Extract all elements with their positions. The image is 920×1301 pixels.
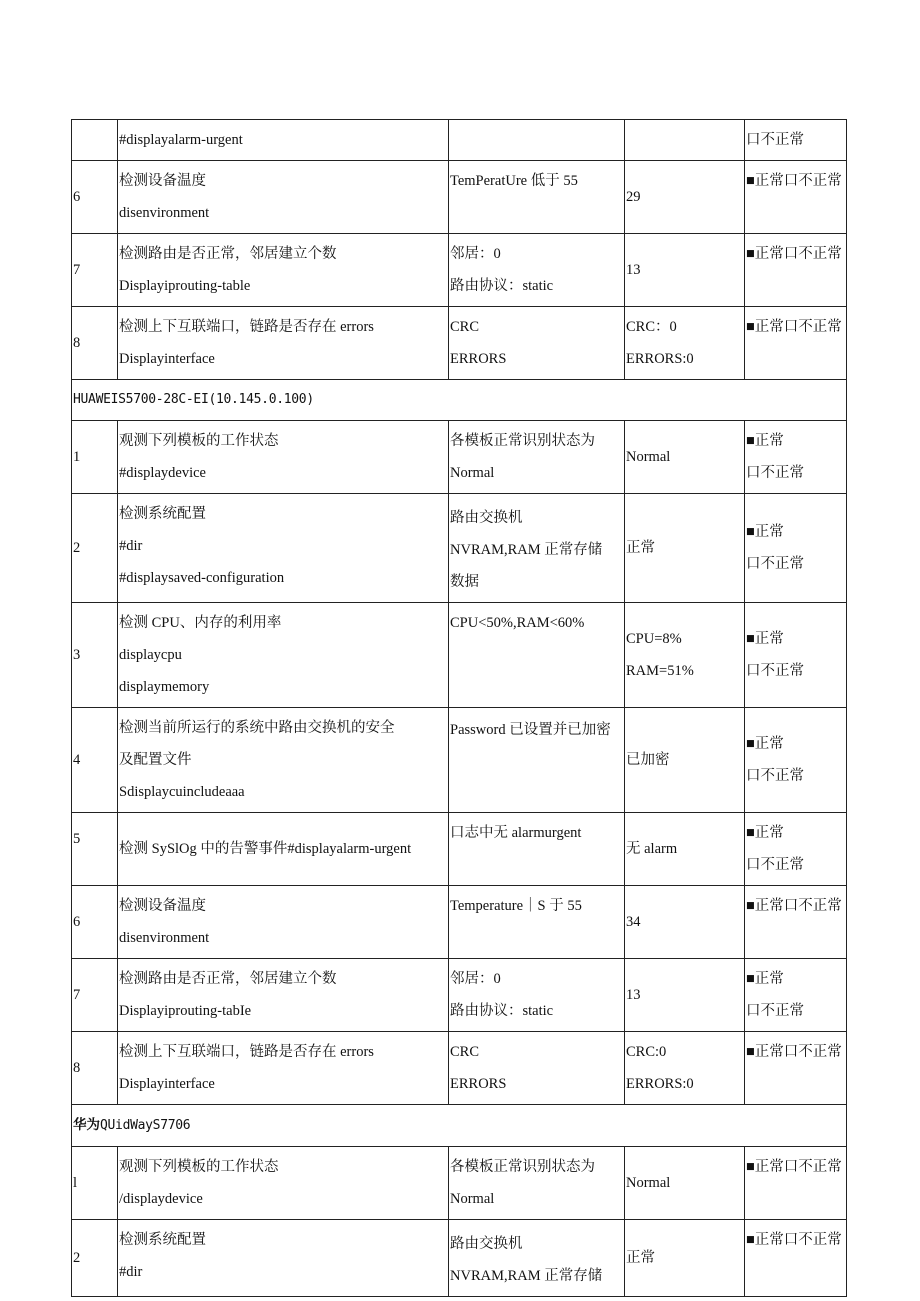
standard-cell	[449, 120, 625, 161]
standard-cell: 邻居：0 路由协议：static	[449, 959, 625, 1032]
row-number: 5	[72, 813, 118, 886]
check-item: 检测当前所运行的系统中路由交换机的安全 及配置文件 Sdisplaycuincludeaaa	[118, 708, 449, 813]
standard-cell: 邻居：0 路由协议：static	[449, 234, 625, 307]
standard-cell: CPU<50%,RAM<60%	[449, 603, 625, 708]
status-cell: ■正常 口不正常	[745, 603, 847, 708]
row-number: 8	[72, 1032, 118, 1105]
status-cell: ■正常口不正常	[745, 1147, 847, 1220]
row-number: l	[72, 1147, 118, 1220]
row-number: 4	[72, 708, 118, 813]
result-cell: CRC:0 ERRORS:0	[625, 1032, 745, 1105]
section-title-huawei-quidway: 华为QUidWayS7706	[72, 1105, 847, 1147]
result-cell: CPU=8% RAM=51%	[625, 603, 745, 708]
status-cell: ■正常口不正常	[745, 234, 847, 307]
table-row	[72, 234, 847, 307]
standard-cell: 各模板正常识别状态为 Normal	[449, 421, 625, 494]
standard-cell: 路由交换机 NVRAM,RAM 正常存储 数据	[449, 494, 625, 603]
check-item: #displayalarm-urgent	[118, 120, 449, 161]
status-cell: ■正常口不正常	[745, 886, 847, 959]
standard-cell: Temperature｜S 于 55	[449, 886, 625, 959]
status-cell: ■正常 口不正常	[745, 421, 847, 494]
standard-cell: 路由交换机 NVRAM,RAM 正常存储	[449, 1220, 625, 1297]
result-cell: Normal	[625, 1147, 745, 1220]
standard-cell: 口志中无 alarmurgent	[449, 813, 625, 886]
section-title-huawei-s5700: HUAWEIS5700-28C-EI(10.145.0.100)	[72, 380, 847, 421]
row-number	[72, 120, 118, 161]
table-row	[72, 307, 847, 380]
result-cell	[625, 120, 745, 161]
check-item: 检测 CPU、内存的利用率 displaycpu displaymemory	[118, 603, 449, 708]
status-cell: ■正常口不正常	[745, 161, 847, 234]
standard-cell: CRC ERRORS	[449, 1032, 625, 1105]
check-item: 检测路由是否正常，邻居建立个数 Displayiprouting-table	[118, 234, 449, 307]
standard-cell: 各模板正常识别状态为 Normal	[449, 1147, 625, 1220]
check-item: 观测下列模板的工作状态 #displaydevice	[118, 421, 449, 494]
table-row	[72, 161, 847, 234]
result-cell: 34	[625, 886, 745, 959]
row-number: 8	[72, 307, 118, 380]
result-cell: 已加密	[625, 708, 745, 813]
row-number: 6	[72, 886, 118, 959]
check-item: 检测路由是否正常，邻居建立个数 Displayiprouting-tabIe	[118, 959, 449, 1032]
table-row	[72, 603, 847, 708]
result-cell: 正常	[625, 494, 745, 603]
result-cell: CRC：0 ERRORS:0	[625, 307, 745, 380]
status-cell: ■正常口不正常	[745, 1032, 847, 1105]
table-row	[72, 708, 847, 813]
table-row	[72, 959, 847, 1032]
status-cell: ■正常 口不正常	[745, 708, 847, 813]
row-number: 3	[72, 603, 118, 708]
table-row	[72, 1220, 847, 1297]
table-row	[72, 1147, 847, 1220]
result-cell: 13	[625, 234, 745, 307]
status-cell: ■正常 口不正常	[745, 494, 847, 603]
check-item: 检测系统配置 #dir #displaysaved-configuration	[118, 494, 449, 603]
standard-cell: Password 已设置并已加密	[449, 708, 625, 813]
result-cell: 13	[625, 959, 745, 1032]
table-row	[72, 494, 847, 603]
section-header-row	[72, 380, 847, 421]
check-item: 检测上下互联端口，链路是否存在 errors Displayinterface	[118, 307, 449, 380]
row-number: 2	[72, 494, 118, 603]
row-number: 7	[72, 959, 118, 1032]
result-cell: 无 alarm	[625, 813, 745, 886]
status-cell: ■正常口不正常	[745, 1220, 847, 1297]
result-cell: 正常	[625, 1220, 745, 1297]
result-cell: 29	[625, 161, 745, 234]
section-header-row	[72, 1105, 847, 1147]
table-row	[72, 886, 847, 959]
table-row	[72, 421, 847, 494]
status-cell: ■正常 口不正常	[745, 959, 847, 1032]
table-row	[72, 1032, 847, 1105]
row-number: 2	[72, 1220, 118, 1297]
check-item: 检测 SySlOg 中的告警事件#displayalarm-urgent	[118, 813, 449, 886]
check-item: 观测下列模板的工作状态 /displaydevice	[118, 1147, 449, 1220]
check-item: 检测系统配置 #dir	[118, 1220, 449, 1297]
row-number: 6	[72, 161, 118, 234]
standard-cell: TemPeratUre 低于 55	[449, 161, 625, 234]
status-cell: 口不正常	[745, 120, 847, 161]
check-item: 检测设备温度 disenvironment	[118, 161, 449, 234]
result-cell: Normal	[625, 421, 745, 494]
standard-cell: CRC ERRORS	[449, 307, 625, 380]
check-item: 检测上下互联端口，链路是否存在 errors Displayinterface	[118, 1032, 449, 1105]
row-number: 7	[72, 234, 118, 307]
inspection-checklist-table	[71, 119, 847, 1297]
status-cell: ■正常 口不正常	[745, 813, 847, 886]
table-row	[72, 120, 847, 161]
status-cell: ■正常口不正常	[745, 307, 847, 380]
row-number: 1	[72, 421, 118, 494]
check-item: 检测设备温度 disenvironment	[118, 886, 449, 959]
table-row	[72, 813, 847, 886]
